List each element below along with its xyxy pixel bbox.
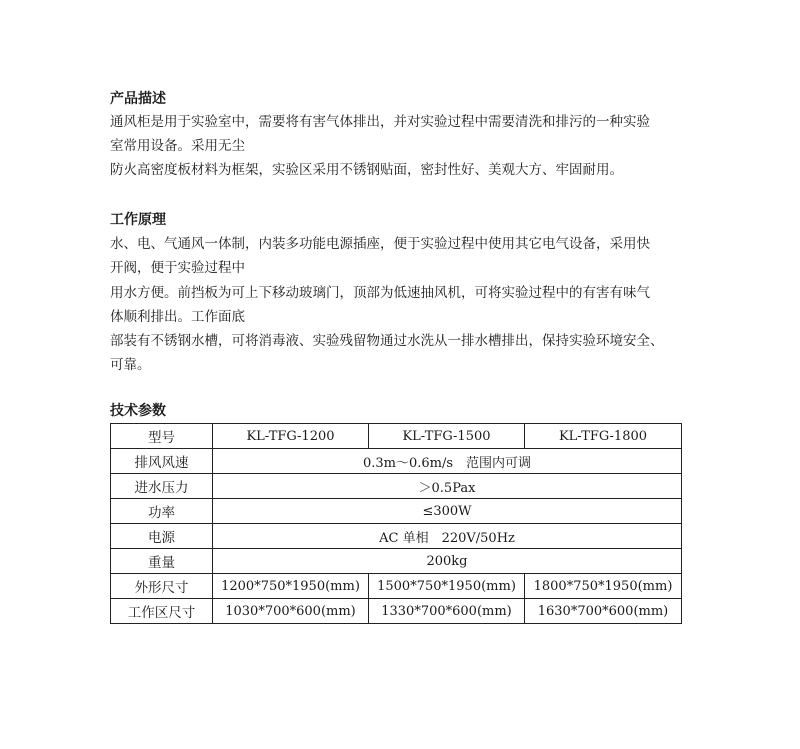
table-row xyxy=(111,499,682,524)
description-line-3: 防火高密度板材料为框架，实验区采用不锈钢贴面，密封性好、美观大方、牢固耐用。 xyxy=(110,162,623,178)
spec-value-water-pressure: ＞0.5Pax xyxy=(213,474,682,499)
principle-line-6: 可靠。 xyxy=(110,357,151,373)
spec-value-outer-size-1500: 1500*750*1950(mm) xyxy=(369,574,525,599)
spec-label-weight: 重量 xyxy=(111,549,213,574)
spec-value-work-area-1800: 1630*700*600(mm) xyxy=(525,599,682,624)
spec-value-weight: 200kg xyxy=(213,549,682,574)
spec-label-water-pressure: 进水压力 xyxy=(111,474,213,499)
principle-line-5: 部装有不锈钢水槽，可将消毒液、实验残留物通过水洗从一排水槽排出，保持实验环境安全、 xyxy=(110,333,664,349)
principle-heading: 工作原理 xyxy=(110,212,166,228)
table-row xyxy=(111,574,682,599)
principle-line-4: 体顺利排出。工作面底 xyxy=(110,309,245,325)
spec-label-outer-size: 外形尺寸 xyxy=(111,574,213,599)
description-line-1: 通风柜是用于实验室中，需要将有害气体排出，并对实验过程中需要清洗和排污的一种实验 xyxy=(110,114,650,130)
principle-line-1: 水、电、气通风一体制，内装多功能电源插座，便于实验过程中使用其它电气设备，采用快 xyxy=(110,236,650,252)
spec-value-model-1500: KL-TFG-1500 xyxy=(369,424,525,449)
description-line-2: 室常用设备。采用无尘 xyxy=(110,138,245,154)
spec-value-work-area-1200: 1030*700*600(mm) xyxy=(213,599,369,624)
spec-label-supply: 电源 xyxy=(111,524,213,549)
spec-value-work-area-1500: 1330*700*600(mm) xyxy=(369,599,525,624)
spec-value-outer-size-1200: 1200*750*1950(mm) xyxy=(213,574,369,599)
spec-value-model-1200: KL-TFG-1200 xyxy=(213,424,369,449)
table-row xyxy=(111,424,682,449)
spec-label-power: 功率 xyxy=(111,499,213,524)
spec-label-airflow: 排风风速 xyxy=(111,449,213,474)
table-row xyxy=(111,599,682,624)
principle-line-3: 用水方便。前挡板为可上下移动玻璃门，顶部为低速抽风机，可将实验过程中的有害有味气 xyxy=(110,285,650,301)
spec-label-work-area-size: 工作区尺寸 xyxy=(111,599,213,624)
spec-value-model-1800: KL-TFG-1800 xyxy=(525,424,682,449)
description-heading: 产品描述 xyxy=(110,91,166,107)
table-row xyxy=(111,474,682,499)
spec-value-supply: AC 单相 220V/50Hz xyxy=(213,524,682,549)
specs-table xyxy=(110,423,682,624)
table-row xyxy=(111,449,682,474)
table-row xyxy=(111,549,682,574)
spec-value-airflow: 0.3m～0.6m/s 范围内可调 xyxy=(213,449,682,474)
spec-value-power: ≤300W xyxy=(213,499,682,524)
table-row xyxy=(111,524,682,549)
spec-value-outer-size-1800: 1800*750*1950(mm) xyxy=(525,574,682,599)
specs-heading: 技术参数 xyxy=(110,403,166,419)
principle-line-2: 开阀，便于实验过程中 xyxy=(110,260,245,276)
spec-label-model: 型号 xyxy=(111,424,213,449)
